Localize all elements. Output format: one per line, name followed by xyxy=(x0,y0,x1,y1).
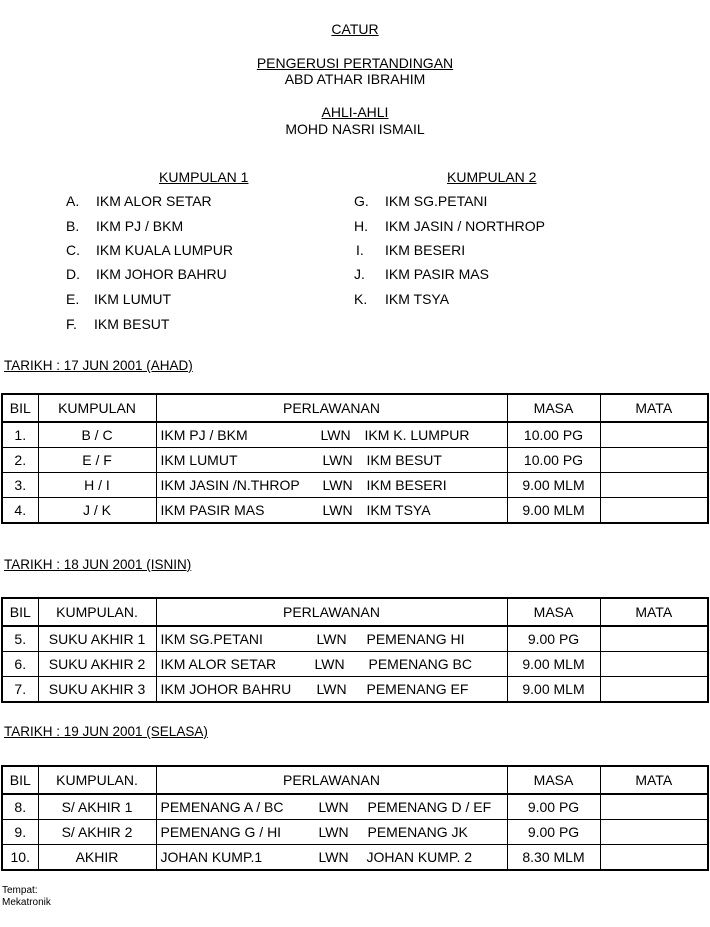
away-team: IKM BESERI xyxy=(366,477,447,493)
masa-cell: 9.00 PG xyxy=(507,626,600,652)
away-team: PEMENANG EF xyxy=(366,681,469,697)
mata-cell xyxy=(600,473,708,498)
away-team: PEMENANG BC xyxy=(368,656,472,672)
members-label: AHLI-AHLI xyxy=(321,104,389,120)
date-heading: TARIKH : 19 JUN 2001 (SELASA) xyxy=(4,724,208,739)
masa-cell: 9.00 MLM xyxy=(507,498,600,524)
versus-label: LWN xyxy=(318,799,349,815)
team-list-item: F. IKM BESUT xyxy=(66,316,170,332)
bil-cell: 5. xyxy=(2,626,38,652)
versus-label: LWN xyxy=(322,502,353,518)
away-team: IKM BESUT xyxy=(366,452,442,468)
schedule-table xyxy=(1,597,709,703)
match-cell xyxy=(156,677,507,703)
kumpulan-cell: AKHIR xyxy=(38,845,156,871)
masa-cell: 9.00 PG xyxy=(507,820,600,845)
kumpulan-cell: E / F xyxy=(38,448,156,473)
venue-name: Mekatronik xyxy=(2,897,51,908)
bil-cell: 8. xyxy=(2,794,38,820)
kumpulan-cell: SUKU AKHIR 2 xyxy=(38,652,156,677)
table-row xyxy=(2,845,708,871)
bil-cell: 2. xyxy=(2,448,38,473)
team-list-item: D. IKM JOHOR BAHRU xyxy=(66,266,227,282)
date-heading: TARIKH : 17 JUN 2001 (AHAD) xyxy=(4,358,193,373)
away-team: IKM K. LUMPUR xyxy=(364,427,470,443)
table-row xyxy=(2,448,708,473)
team-list-item: C. IKM KUALA LUMPUR xyxy=(66,242,233,258)
kumpulan-cell: J / K xyxy=(38,498,156,524)
date-heading: TARIKH : 18 JUN 2001 (ISNIN) xyxy=(4,557,192,572)
group-1-title: KUMPULAN 1 xyxy=(159,169,249,185)
home-team: PEMENANG A / BC xyxy=(160,799,284,815)
away-team: IKM TSYA xyxy=(366,502,431,518)
header-mata: MATA xyxy=(600,394,708,422)
home-team: IKM LUMUT xyxy=(160,452,238,468)
mata-cell xyxy=(600,448,708,473)
table-row xyxy=(2,422,708,448)
bil-cell: 4. xyxy=(2,498,38,524)
kumpulan-cell: H / I xyxy=(38,473,156,498)
versus-label: LWN xyxy=(320,427,351,443)
team-list-item: B. IKM PJ / BKM xyxy=(66,218,184,234)
masa-cell: 9.00 MLM xyxy=(507,473,600,498)
bil-cell: 1. xyxy=(2,422,38,448)
chair-name: ABD ATHAR IBRAHIM xyxy=(284,71,426,87)
match-cell xyxy=(156,652,507,677)
table-row xyxy=(2,626,708,652)
away-team: PEMENANG HI xyxy=(366,631,465,647)
kumpulan-cell: SUKU AKHIR 3 xyxy=(38,677,156,703)
header-mata: MATA xyxy=(600,598,708,626)
kumpulan-cell: S/ AKHIR 1 xyxy=(38,794,156,820)
home-team: IKM SG.PETANI xyxy=(160,631,263,647)
team-list-item: H. IKM JASIN / NORTHROP xyxy=(354,218,545,234)
masa-cell: 10.00 PG xyxy=(507,448,600,473)
table-header-row xyxy=(2,598,708,626)
match-cell xyxy=(156,626,507,652)
header-mata: MATA xyxy=(600,766,708,794)
masa-cell: 9.00 MLM xyxy=(507,677,600,703)
away-team: PEMENANG D / EF xyxy=(367,799,492,815)
away-team: PEMENANG JK xyxy=(367,824,468,840)
kumpulan-cell: SUKU AKHIR 1 xyxy=(38,626,156,652)
mata-cell xyxy=(600,845,708,871)
home-team: PEMENANG G / HI xyxy=(160,824,282,840)
table-row xyxy=(2,794,708,820)
team-list-item: A. IKM ALOR SETAR xyxy=(66,193,212,209)
header-bil: BIL xyxy=(2,394,38,422)
kumpulan-cell: B / C xyxy=(38,422,156,448)
member-name: MOHD NASRI ISMAIL xyxy=(285,121,425,137)
home-team: IKM JASIN /N.THROP xyxy=(160,477,300,493)
bil-cell: 7. xyxy=(2,677,38,703)
kumpulan-cell: S/ AKHIR 2 xyxy=(38,820,156,845)
mata-cell xyxy=(600,626,708,652)
header-kumpulan: KUMPULAN. xyxy=(38,598,156,626)
versus-label: LWN xyxy=(316,681,347,697)
bil-cell: 3. xyxy=(2,473,38,498)
schedule-table xyxy=(1,393,709,524)
header-masa: MASA xyxy=(507,598,600,626)
table-row xyxy=(2,677,708,703)
header-bil: BIL xyxy=(2,766,38,794)
home-team: IKM PJ / BKM xyxy=(160,427,248,443)
match-cell xyxy=(156,794,507,820)
table-header-row xyxy=(2,766,708,794)
mata-cell xyxy=(600,498,708,524)
team-list-item: G. IKM SG.PETANI xyxy=(354,193,488,209)
versus-label: LWN xyxy=(318,824,349,840)
bil-cell: 6. xyxy=(2,652,38,677)
table-row xyxy=(2,820,708,845)
schedule-table xyxy=(1,765,709,871)
header-bil: BIL xyxy=(2,598,38,626)
table-row xyxy=(2,652,708,677)
chair-label: PENGERUSI PERTANDINGAN xyxy=(256,55,454,71)
header-kumpulan: KUMPULAN xyxy=(38,394,156,422)
mata-cell xyxy=(600,677,708,703)
mata-cell xyxy=(600,652,708,677)
masa-cell: 9.00 PG xyxy=(507,794,600,820)
match-cell xyxy=(156,845,507,871)
header-perlawanan: PERLAWANAN xyxy=(156,394,507,422)
masa-cell: 9.00 MLM xyxy=(507,652,600,677)
masa-cell: 10.00 PG xyxy=(507,422,600,448)
team-list-item: I. IKM BESERI xyxy=(356,242,466,258)
venue-label: Tempat: xyxy=(2,885,38,896)
home-team: JOHAN KUMP.1 xyxy=(160,849,263,865)
table-row xyxy=(2,498,708,524)
versus-label: LWN xyxy=(322,477,353,493)
versus-label: LWN xyxy=(314,656,345,672)
header-perlawanan: PERLAWANAN xyxy=(156,766,507,794)
mata-cell xyxy=(600,794,708,820)
table-header-row xyxy=(2,394,708,422)
masa-cell: 8.30 MLM xyxy=(507,845,600,871)
match-cell xyxy=(156,498,507,524)
document-title: CATUR xyxy=(331,21,379,37)
home-team: IKM ALOR SETAR xyxy=(160,656,277,672)
match-cell xyxy=(156,448,507,473)
bil-cell: 10. xyxy=(2,845,38,871)
versus-label: LWN xyxy=(318,849,349,865)
team-list-item: K. IKM TSYA xyxy=(354,291,450,307)
versus-label: LWN xyxy=(322,452,353,468)
match-cell xyxy=(156,422,507,448)
mata-cell xyxy=(600,422,708,448)
header-masa: MASA xyxy=(507,394,600,422)
bil-cell: 9. xyxy=(2,820,38,845)
header-kumpulan: KUMPULAN. xyxy=(38,766,156,794)
match-cell xyxy=(156,820,507,845)
home-team: IKM PASIR MAS xyxy=(160,502,265,518)
team-list-item: E. IKM LUMUT xyxy=(66,291,171,307)
home-team: IKM JOHOR BAHRU xyxy=(160,681,292,697)
away-team: JOHAN KUMP. 2 xyxy=(366,849,473,865)
table-row xyxy=(2,473,708,498)
header-perlawanan: PERLAWANAN xyxy=(156,598,507,626)
team-list-item: J. IKM PASIR MAS xyxy=(354,266,489,282)
group-2-title: KUMPULAN 2 xyxy=(447,169,537,185)
mata-cell xyxy=(600,820,708,845)
match-cell xyxy=(156,473,507,498)
versus-label: LWN xyxy=(316,631,347,647)
header-masa: MASA xyxy=(507,766,600,794)
